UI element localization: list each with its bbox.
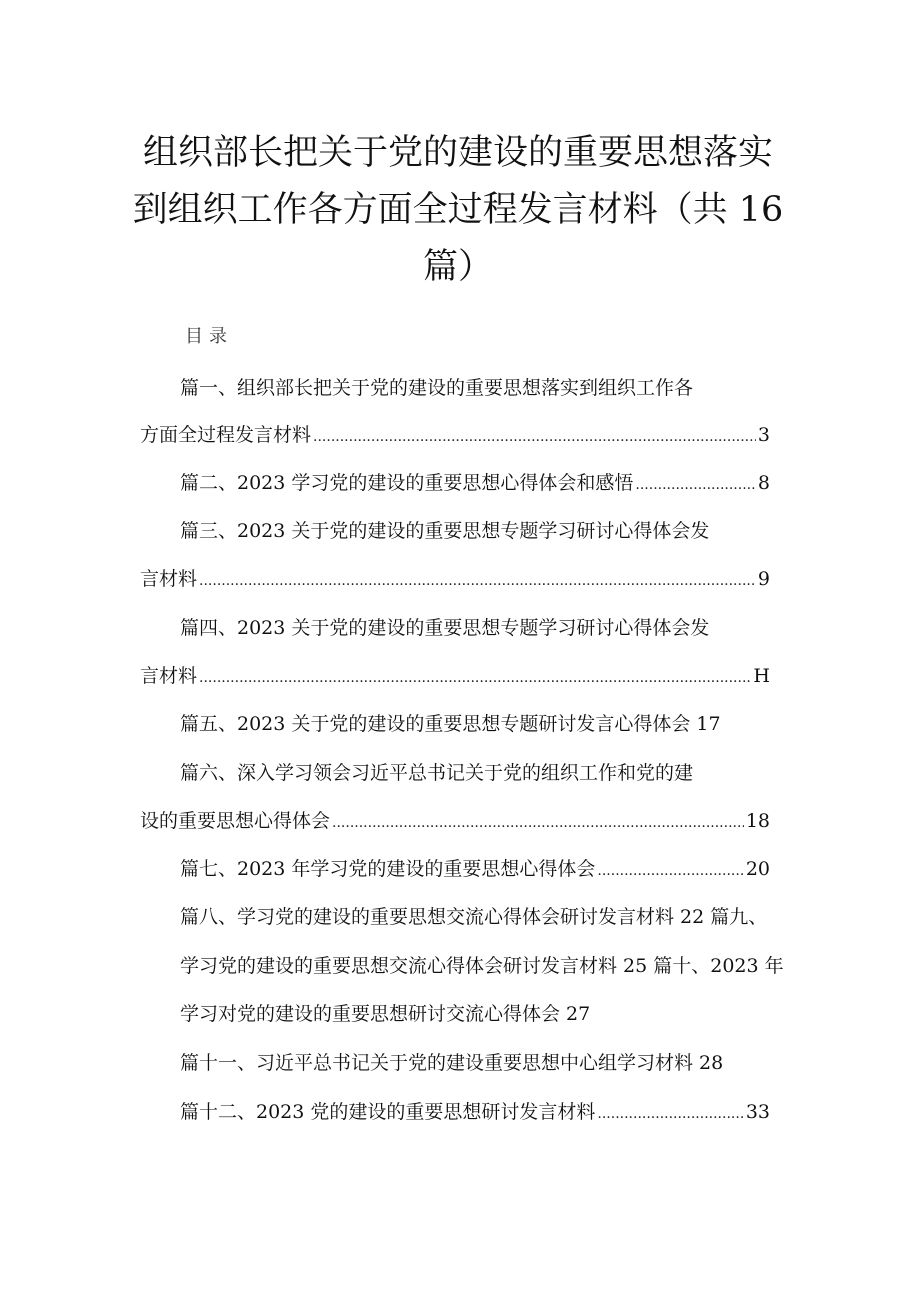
toc-entry-2 [180,470,770,498]
toc-leader-dots [597,1101,743,1127]
toc-entry-2-text: 篇二、2023 学习党的建设的重要思想心得体会和感悟 [180,472,634,494]
toc-entry-6-text: 设的重要思想心得体会 [140,810,331,832]
toc-entry-2-page: 8 [757,472,770,494]
toc-entry-12 [180,1099,770,1127]
toc-entry-6-page: 18 [745,810,770,832]
toc-entry-3-line-1: 篇三、2023 关于党的建设的重要思想专题学习研讨心得体会发 [180,520,710,542]
toc-leader-dots [313,424,756,450]
toc-entry-6-line-1: 篇六、深入学习领会习近平总书记关于党的组织工作和党的建 [180,762,694,784]
toc-leader-dots [199,568,756,594]
toc-entry-8-line-1: 篇八、学习党的建设的重要思想交流心得体会研讨发言材料 22 篇九、 [180,906,768,928]
toc-entry-7-text: 篇七、2023 年学习党的建设的重要思想心得体会 [180,858,596,880]
toc-entry-4-line-1: 篇四、2023 关于党的建设的重要思想专题学习研讨心得体会发 [180,617,710,639]
toc-entry-4-text: 言材料 [140,665,198,687]
toc-leader-dots [199,665,751,691]
toc-entry-5: 篇五、2023 关于党的建设的重要思想专题研讨发言心得体会 17 [180,713,721,735]
document-title-line-1: 组织部长把关于党的建设的重要思想落实 [142,133,773,173]
toc-entry-1-page: 3 [757,424,770,446]
toc-entry-1-text: 方面全过程发言材料 [140,424,312,446]
toc-entry-7-page: 20 [745,858,770,880]
toc-entry-12-text: 篇十二、2023 党的建设的重要思想研讨发言材料 [180,1101,596,1123]
toc-entry-12-page: 33 [745,1101,770,1123]
toc-entry-1-line-2 [140,422,770,450]
toc-entry-8-line-3: 学习对党的建设的重要思想研讨交流心得体会 27 [180,1003,591,1025]
toc-leader-dots [332,810,744,836]
toc-entry-3-line-2 [140,566,770,594]
toc-entry-1-line-1: 篇一、组织部长把关于党的建设的重要思想落实到组织工作各 [180,377,694,399]
contents-heading: 目录 [185,326,233,347]
toc-entry-3-page: 9 [757,568,770,590]
toc-entry-6-line-2 [140,808,770,836]
toc-entry-8-line-2: 学习党的建设的重要思想交流心得体会研讨发言材料 25 篇十、2023 年 [180,955,784,977]
document-title-line-3: 篇） [422,247,493,287]
toc-entry-7 [180,856,770,884]
toc-entry-4-line-2 [140,663,770,691]
toc-leader-dots [635,472,756,498]
toc-entry-11: 篇十一、习近平总书记关于党的建设重要思想中心组学习材料 28 [180,1052,724,1074]
toc-leader-dots [597,858,743,884]
toc-entry-3-text: 言材料 [140,568,198,590]
toc-entry-4-page: H [753,665,770,687]
document-title-line-2: 到组织工作各方面全过程发言材料（共 16 [132,190,784,230]
